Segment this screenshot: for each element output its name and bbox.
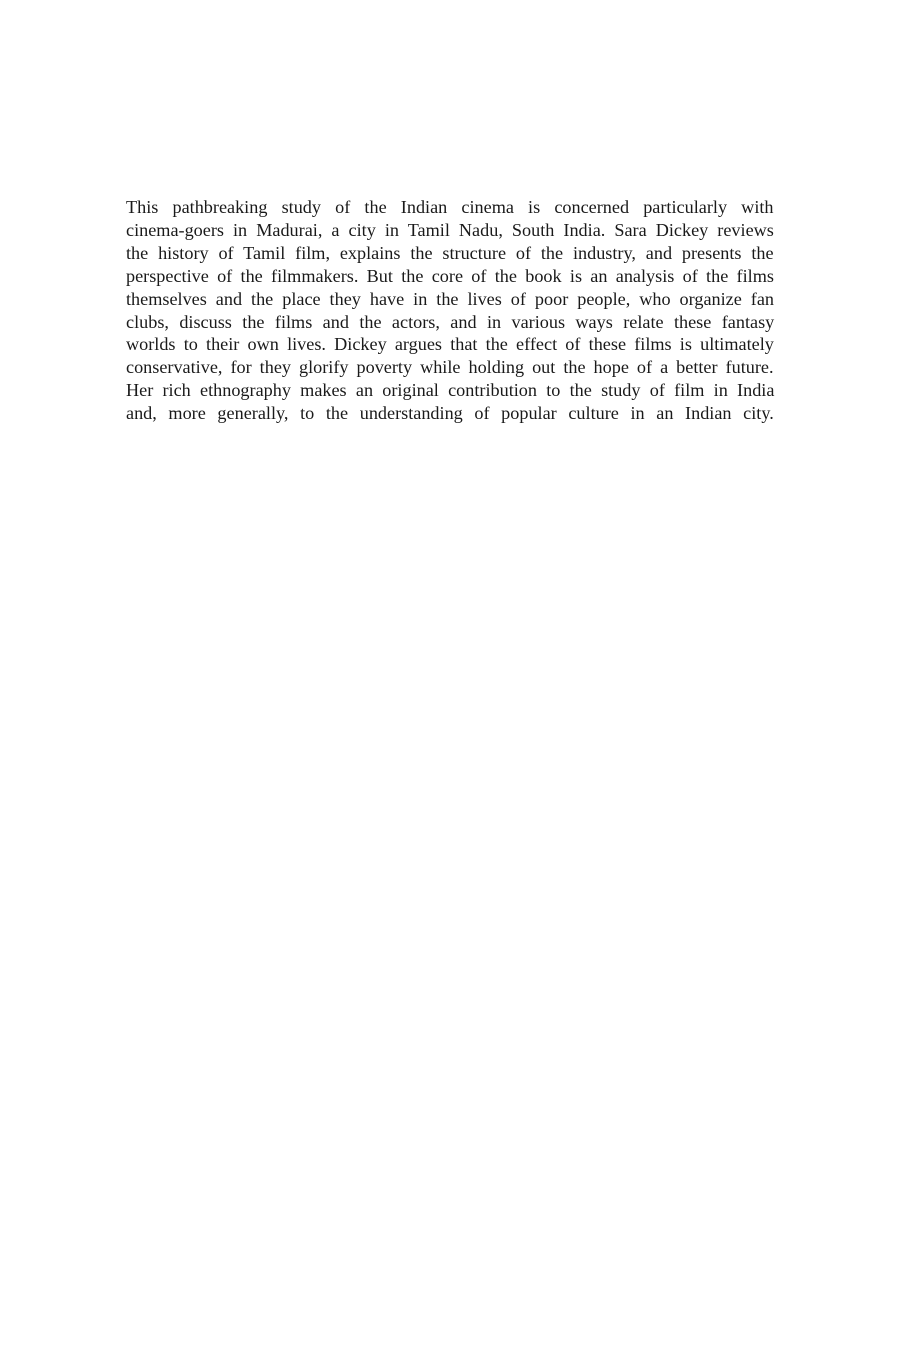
paragraph-line: and, more generally, to the understanding of popular culture in an Indian city. [126,403,774,424]
paragraph-line: Her rich ethnography makes an original contribution to the study of film in India [126,380,775,401]
book-description-paragraph [126,196,774,425]
paragraph-line: cinema-goers in Madurai, a city in Tamil Nadu, South India. Sara Dickey reviews [126,219,774,240]
paragraph-line: worlds to their own lives. Dickey argues that the effect of these films is ultimately [126,334,774,355]
paragraph-line: the history of Tamil film, explains the structure of the industry, and presents the [126,242,774,263]
paragraph-line: This pathbreaking study of the Indian cinema is concerned particularly with [126,197,774,217]
paragraph-line: themselves and the place they have in the lives of poor people, who organize fan [126,288,775,309]
paragraph-line: perspective of the filmmakers. But the core of the book is an analysis of the films [126,265,774,286]
paragraph-line: conservative, for they glorify poverty while holding out the hope of a better future. [126,357,774,378]
paragraph-line: clubs, discuss the films and the actors, and in various ways relate these fantasy [126,311,775,332]
